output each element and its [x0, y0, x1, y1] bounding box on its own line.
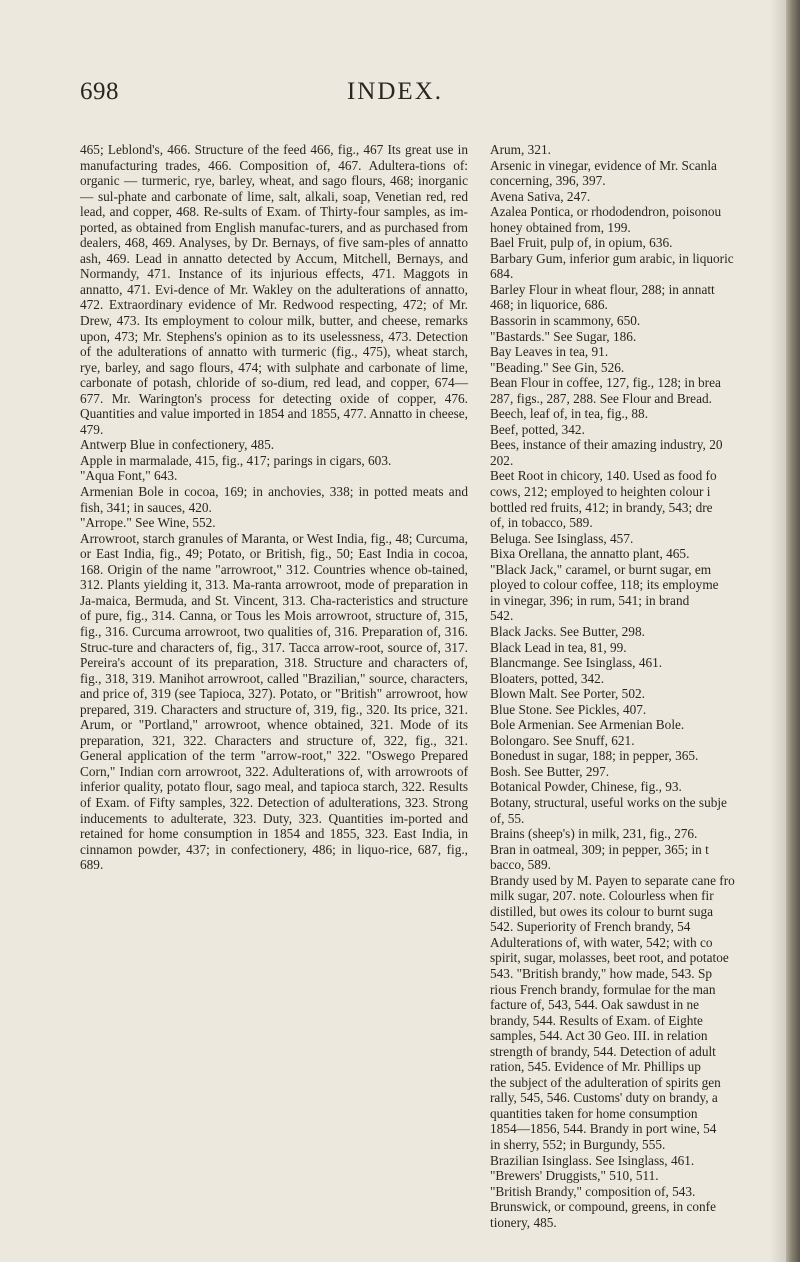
index-entry: Arrowroot, starch granules of Maranta, or West India, fig., 48; Curcuma, or East India, fig., 49; Potato, or British, fig., 50; East India in cocoa, 168. Origin of the name "arrowroot," 312. Countries whence ob-tained, 312. Plants yielding it, 313. Ma-ranta arrowroot, mode of preparation in Ja-maica, Bermuda, and St. Vincent, 313. Cha-racteristics and structure of pure, fig., 314. Canna, or Tous les Mois arrowroot, structure of, 315, fig., 316. Curcuma arrowroot, two qualities of, 316. Preparation of, 316. Struc-ture and characters of, fig., 317. Tacca arrow-root, source of, 317. Pereira's account of its preparation, 318. Structure and characters of, fig., 318, 319. Manihot arrowroot, called "Brazilian," source, characters, and price of, 319 (see Tapioca, 327). Potato, or "British" arrowroot, how prepared, 319. Characters and structure of, 319, fig., 320. Its price, 321. Arum, or "Portland," arrowroot, whence obtained, 321. Mode of its preparation, 321, 322. Characters and structure of, 322, fig., 321. General application of the term "arrow-root," 322. "Oswego Prepared Corn," Indian corn arrowroot, 322. Adulterations of, with arrowroots of inferior quality, potato flour, sago meal, and tapioca starch, 322. Results of Exam. of Fifty samples, 322. Detection of adulterations, 323. Strong inducements to adulterate, 323. Duty, 323. Quantities im-ported and retained for home consumption in 1854 and 1855, 323. East India, in cinnamon powder, 437; in confectionery, 486; in liquo-rice, 687, fig., 689.	[80, 530, 468, 873]
index-line: strength of brandy, 544. Detection of adult	[490, 1043, 716, 1059]
index-line: Botany, structural, useful works on the subje	[490, 794, 727, 810]
index-column-right	[490, 142, 790, 1230]
index-line: 684.	[490, 266, 514, 282]
index-line: brandy, 544. Results of Exam. of Eighte	[490, 1012, 703, 1028]
index-line: rious French brandy, formulae for the man	[490, 981, 716, 997]
index-line: Bloaters, potted, 342.	[490, 670, 605, 686]
index-line: Bole Armenian. See Armenian Bole.	[490, 717, 685, 733]
index-line: "Brewers' Druggists," 510, 511.	[490, 1168, 659, 1184]
index-line: "Black Jack," caramel, or burnt sugar, em	[490, 561, 712, 577]
index-line: Blown Malt. See Porter, 502.	[490, 686, 645, 702]
index-line: rally, 545, 546. Customs' duty on brandy, a	[490, 1090, 718, 1106]
index-line: honey obtained from, 199.	[490, 219, 631, 235]
index-line: Arum, 321.	[490, 142, 551, 157]
index-line: Brunswick, or compound, greens, in confe	[490, 1199, 716, 1215]
index-line: Bonedust in sugar, 188; in pepper, 365.	[490, 748, 699, 764]
index-line: concerning, 396, 397.	[490, 173, 606, 189]
index-line: 202.	[490, 452, 514, 468]
index-line: Black Jacks. See Butter, 298.	[490, 623, 645, 639]
index-line: Brains (sheep's) in milk, 231, fig., 276.	[490, 826, 698, 842]
index-line: in sherry, 552; in Burgundy, 555.	[490, 1137, 666, 1152]
index-line: of, in tobacco, 589.	[490, 515, 593, 531]
index-line: spirit, sugar, molasses, beet root, and potatoe	[490, 950, 729, 966]
index-line: "Beading." See Gin, 526.	[490, 359, 625, 375]
index-line: ration, 545. Evidence of Mr. Phillips up	[490, 1059, 701, 1075]
index-line: Barley Flour in wheat flour, 288; in annatt	[490, 281, 715, 297]
index-line: 1854—1856, 544. Brandy in port wine, 54	[490, 1121, 717, 1137]
index-line: Blue Stone. See Pickles, 407.	[490, 701, 647, 717]
page-number: 698	[80, 78, 119, 105]
index-line: quantities taken for home consumption	[490, 1105, 698, 1121]
index-line: Adulterations of, with water, 542; with co	[490, 934, 713, 950]
index-line: Brazilian Isinglass. See Isinglass, 461.	[490, 1152, 695, 1168]
index-line: 542. Superiority of French brandy, 54	[490, 919, 691, 935]
index-line: Arsenic in vinegar, evidence of Mr. Scanla	[490, 157, 717, 173]
index-entry: Antwerp Blue in confectionery, 485.	[80, 437, 275, 453]
index-line: Bosh. See Butter, 297.	[490, 763, 610, 779]
index-line: Blancmange. See Isinglass, 461.	[490, 655, 663, 671]
index-line: Bolongaro. See Snuff, 621.	[490, 732, 635, 748]
index-line: cows, 212; employed to heighten colour i	[490, 484, 711, 500]
index-line: Bael Fruit, pulp of, in opium, 636.	[490, 235, 673, 251]
index-line: milk sugar, 207. note. Colourless when fir	[490, 888, 714, 904]
index-line: 542.	[490, 608, 514, 624]
index-line: 468; in liquorice, 686.	[490, 297, 608, 313]
index-line: ployed to colour coffee, 118; its employme	[490, 577, 719, 593]
index-line: bottled red fruits, 412; in brandy, 543; dre	[490, 499, 713, 515]
index-line: distilled, but owes its colour to burnt suga	[490, 903, 714, 919]
gutter-shadow	[770, 0, 786, 1262]
index-line: Bees, instance of their amazing industry, 20	[490, 437, 723, 453]
index-line: Avena Sativa, 247.	[490, 188, 591, 204]
page-edge	[786, 0, 800, 1262]
index-line: samples, 544. Act 30 Geo. III. in relation	[490, 1028, 708, 1044]
index-line: Beluga. See Isinglass, 457.	[490, 530, 634, 546]
index-line: Bixa Orellana, the annatto plant, 465.	[490, 546, 690, 562]
index-line: 543. "British brandy," how made, 543. Sp	[490, 965, 712, 981]
index-line: Bassorin in scammony, 650.	[490, 313, 641, 329]
index-line: Beet Root in chicory, 140. Used as food fo	[490, 468, 717, 484]
index-line: Bay Leaves in tea, 91.	[490, 344, 609, 360]
index-line: in vinegar, 396; in rum, 541; in brand	[490, 592, 690, 608]
index-entry: "Aqua Font," 643.	[80, 468, 178, 484]
index-line: Beef, potted, 342.	[490, 421, 585, 437]
index-line: facture of, 543, 544. Oak sawdust in ne	[490, 997, 700, 1013]
index-entry: 465; Leblond's, 466. Structure of the feed 466, fig., 467 Its great use in manufacturing trades, 466. Composition of, 467. Adultera-tions of: organic — turmeric, rye, barley, wheat, and sago flours, 468; inorganic — sul-phate and carbonate of lime, salt, alkali, soap, Venetian red, red lead, and copper, 468. Re-sults of Exam. of Thirty-four samples, as im-ported, as obtained from English manufac-turers, and as purchased from dealers, 468, 469. Analyses, by Dr. Bernays, of five sam-ples of annatto ash, 469. Lead in annatto detected by Accum, Mitchell, Bernays, and Normandy, 471. Instance of its injurious effects, 471. Maggots in annatto, 471. Evi-dence of Mr. Wakley on the adulterations of annatto, 472. Extraordinary evidence of Mr. Redwood respecting, 472; of Mr. Drew, 473. Its employment to colour milk, butter, and cheese, remarks upon, 473; Mr. Stephens's opinion as to its uselessness, 473. Detection of the adulterations of annatto with turmeric (fig., 475), wheat starch, rye, barley, and sago flours, 474; with sulphate and carbonate of lime, carbonate of potash, chloride of so-dium, red lead, and copper, 674—677. Mr. Warington's process for detecting oxide of copper, 476. Quantities and value imported in 1854 and 1855, 477. Annatto in cheese, 479.	[80, 142, 468, 437]
index-line: bacco, 589.	[490, 857, 551, 873]
index-line: "British Brandy," composition of, 543.	[490, 1183, 696, 1199]
index-line: Bran in oatmeal, 309; in pepper, 365; in t	[490, 841, 709, 857]
index-line: tionery, 485.	[490, 1214, 557, 1230]
index-line: Bean Flour in coffee, 127, fig., 128; in brea	[490, 375, 721, 391]
index-line: Azalea Pontica, or rhododendron, poisonou	[490, 204, 722, 220]
index-column-left	[80, 142, 468, 873]
running-head: INDEX.	[346, 78, 443, 105]
index-line: 287, figs., 287, 288. See Flour and Bread.	[490, 390, 712, 406]
index-line: "Bastards." See Sugar, 186.	[490, 328, 637, 344]
index-entry: Apple in marmalade, 415, fig., 417; parings in cigars, 603.	[80, 452, 392, 468]
index-line: the subject of the adulteration of spirits gen	[490, 1074, 721, 1090]
page-header	[0, 78, 790, 118]
index-entry: "Arrope." See Wine, 552.	[80, 515, 216, 531]
index-line: Beech, leaf of, in tea, fig., 88.	[490, 406, 649, 422]
index-line: of, 55.	[490, 810, 525, 826]
index-line: Barbary Gum, inferior gum arabic, in liquoric	[490, 250, 734, 266]
index-line: Black Lead in tea, 81, 99.	[490, 639, 627, 655]
index-line: Botanical Powder, Chinese, fig., 93.	[490, 779, 682, 795]
index-entry: Armenian Bole in cocoa, 169; in anchovies, 338; in potted meats and fish, 341; in sauces, 420.	[80, 484, 468, 515]
index-line: Brandy used by M. Payen to separate cane fro	[490, 872, 735, 888]
